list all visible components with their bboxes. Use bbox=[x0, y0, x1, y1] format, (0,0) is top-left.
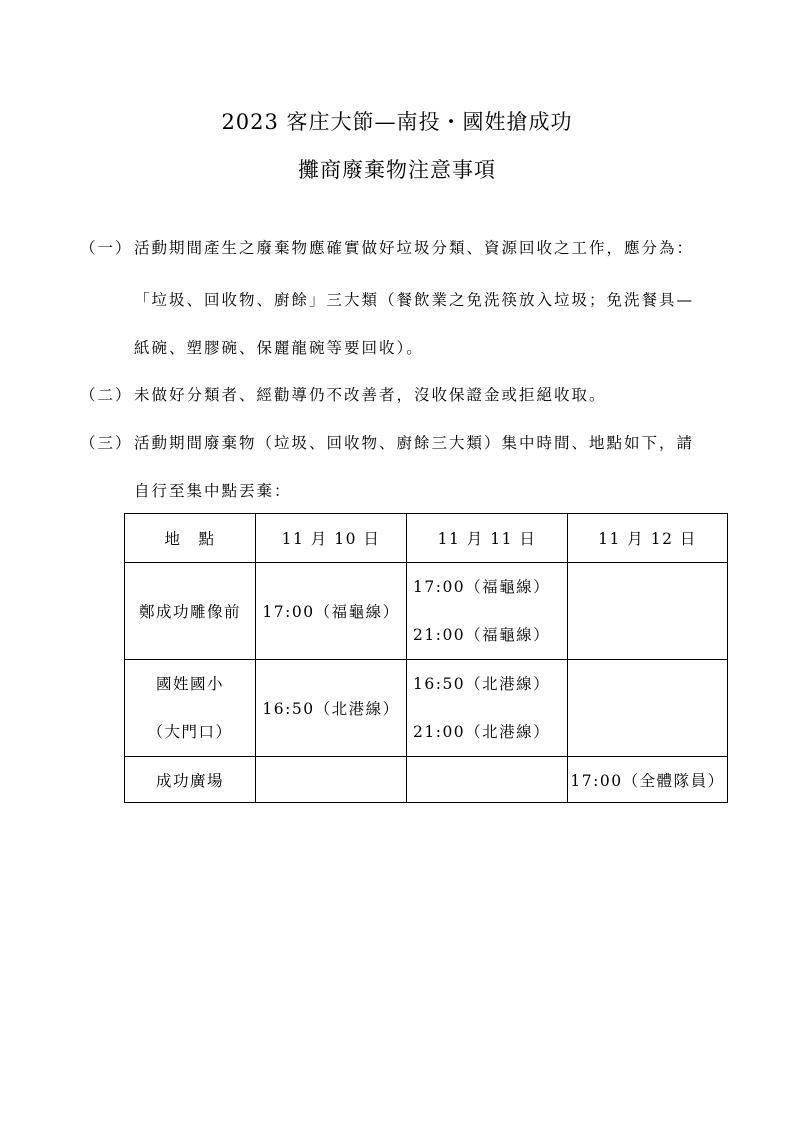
item-1-line-1: 活動期間產生之廢棄物應確實做好垃圾分類、資源回收之工作，應分為： bbox=[134, 239, 695, 257]
time-cell-empty bbox=[407, 757, 568, 803]
table-header-row bbox=[125, 514, 728, 563]
schedule-table bbox=[124, 513, 728, 803]
time-cell: 17:00（福龜線） bbox=[256, 563, 407, 660]
time-entry: 21:00（北港線） bbox=[413, 723, 551, 741]
location-cell: 成功廣場 bbox=[125, 757, 256, 803]
time-cell-empty bbox=[568, 563, 728, 660]
table-row bbox=[125, 563, 728, 660]
item-3-line-2: 自行至集中點丟棄： bbox=[134, 482, 292, 500]
time-cell: 16:50（北港線） bbox=[256, 660, 407, 757]
time-cell-empty bbox=[568, 660, 728, 757]
location-cell bbox=[125, 660, 256, 757]
header-location: 地 點 bbox=[125, 514, 256, 563]
time-cell bbox=[407, 660, 568, 757]
time-cell: 17:00（全體隊員） bbox=[568, 757, 728, 803]
item-3-marker: （三） bbox=[80, 434, 133, 452]
item-2-marker: （二） bbox=[80, 386, 133, 404]
header-nov-10: 11 月 10 日 bbox=[256, 514, 407, 563]
time-cell-empty bbox=[256, 757, 407, 803]
item-1-line-2: 「垃圾、回收物、廚餘」三大類（餐飲業之免洗筷放入垃圾；免洗餐具— bbox=[134, 291, 695, 309]
time-cell bbox=[407, 563, 568, 660]
item-2-line-1: 未做好分類者、經勸導仍不改善者，沒收保證金或拒絕收取。 bbox=[134, 386, 607, 404]
time-entry: 16:50（北港線） bbox=[413, 675, 551, 693]
table-row bbox=[125, 660, 728, 757]
item-1-marker: （一） bbox=[80, 239, 133, 257]
time-entry: 21:00（福龜線） bbox=[413, 626, 551, 644]
location-line: 國姓國小 bbox=[155, 675, 224, 693]
header-nov-12: 11 月 12 日 bbox=[568, 514, 728, 563]
time-entry: 17:00（福龜線） bbox=[413, 578, 551, 596]
location-line: （大門口） bbox=[147, 723, 233, 741]
table-row bbox=[125, 757, 728, 803]
document-subtitle: 攤商廢棄物注意事項 bbox=[298, 158, 496, 182]
header-nov-11: 11 月 11 日 bbox=[407, 514, 568, 563]
item-1-line-3: 紙碗、塑膠碗、保麗龍碗等要回收）。 bbox=[134, 339, 424, 357]
location-cell: 鄭成功雕像前 bbox=[125, 563, 256, 660]
item-3-line-1: 活動期間廢棄物（垃圾、回收物、廚餘三大類）集中時間、地點如下，請 bbox=[134, 434, 695, 452]
document-title: 2023 客庄大節—南投・國姓搶成功 bbox=[221, 110, 573, 134]
